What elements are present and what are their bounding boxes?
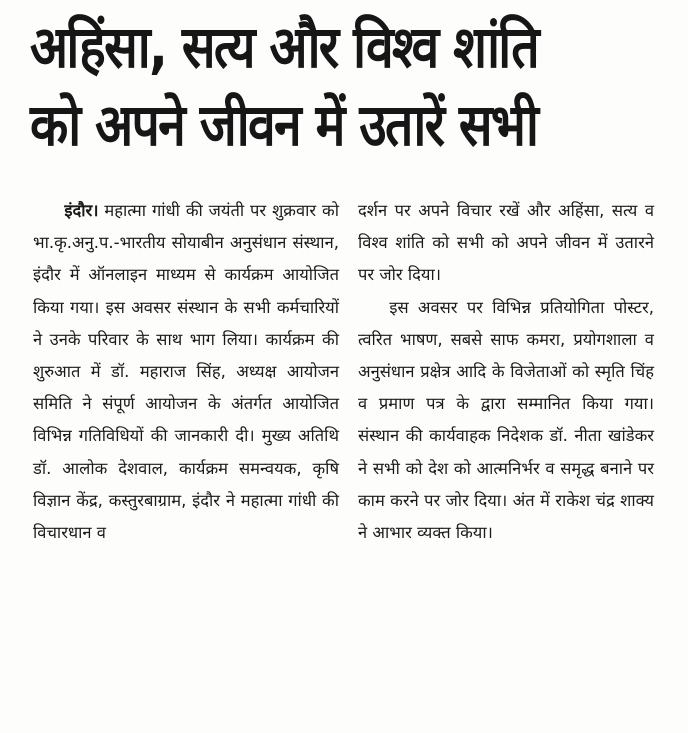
left-column-text: महात्मा गांधी की जयंती पर शुक्रवार को भा.कृ.अनु.प.-भारतीय सोयाबीन अनुसंधान संस्थान, इंदौर में ऑनलाइन माध्यम से कार्यक्रम आयोजित किया गया। इस अवसर संस्थान के सभी कर्मचारियों ने उनके परिवार के साथ भाग लिया। कार्यक्रम की शुरुआत में डॉ. महाराज सिंह, अध्यक्ष आयोजन समिति ने संपूर्ण आयोजन के अंतर्गत आयोजित विभिन्न गतिविधियों की जानकारी दी। मुख्य अतिथि डॉ. आलोक देशवाल, कार्यक्रम समन्वयक, कृषि विज्ञान केंद्र, कस्तुरबाग्राम, इंदौर ने महात्मा गांधी की विचारधान व (33, 201, 339, 543)
headline-line-1: अहिंसा, सत्य और विश्व शांति (30, 13, 538, 81)
right-column-paragraph-2: इस अवसर पर विभिन्न प्रतियोगिता पोस्टर, त्वरित भाषण, सबसे साफ कमरा, प्रयोगशाला व अनुसंधान प्रक्षेत्र आदि के विजेताओं को स्मृति चिंह व प्रमाण पत्र के द्वारा सम्मानित किया गया। संस्थान की कार्यवाहक निदेशक डॉ. नीता खांडेकर ने सभी को देश को आत्मनिर्भर व समृद्ध बनाने पर काम करने पर जोर दिया। अंत में राकेश चंद्र शाक्य ने आभार व्यक्त किया। (358, 297, 654, 543)
headline-line-2: को अपने जीवन में उतारें सभी (30, 91, 538, 159)
article-headline (30, 8, 572, 164)
left-column (33, 195, 339, 549)
dateline: इंदौर। (64, 201, 99, 220)
left-column-paragraph (33, 195, 339, 549)
right-column (358, 195, 654, 549)
right-column-paragraph-1: दर्शन पर अपने विचार रखें और अहिंसा, सत्य व विश्व शांति को सभी को अपने जीवन में उतारने पर जोर दिया। (358, 201, 654, 285)
